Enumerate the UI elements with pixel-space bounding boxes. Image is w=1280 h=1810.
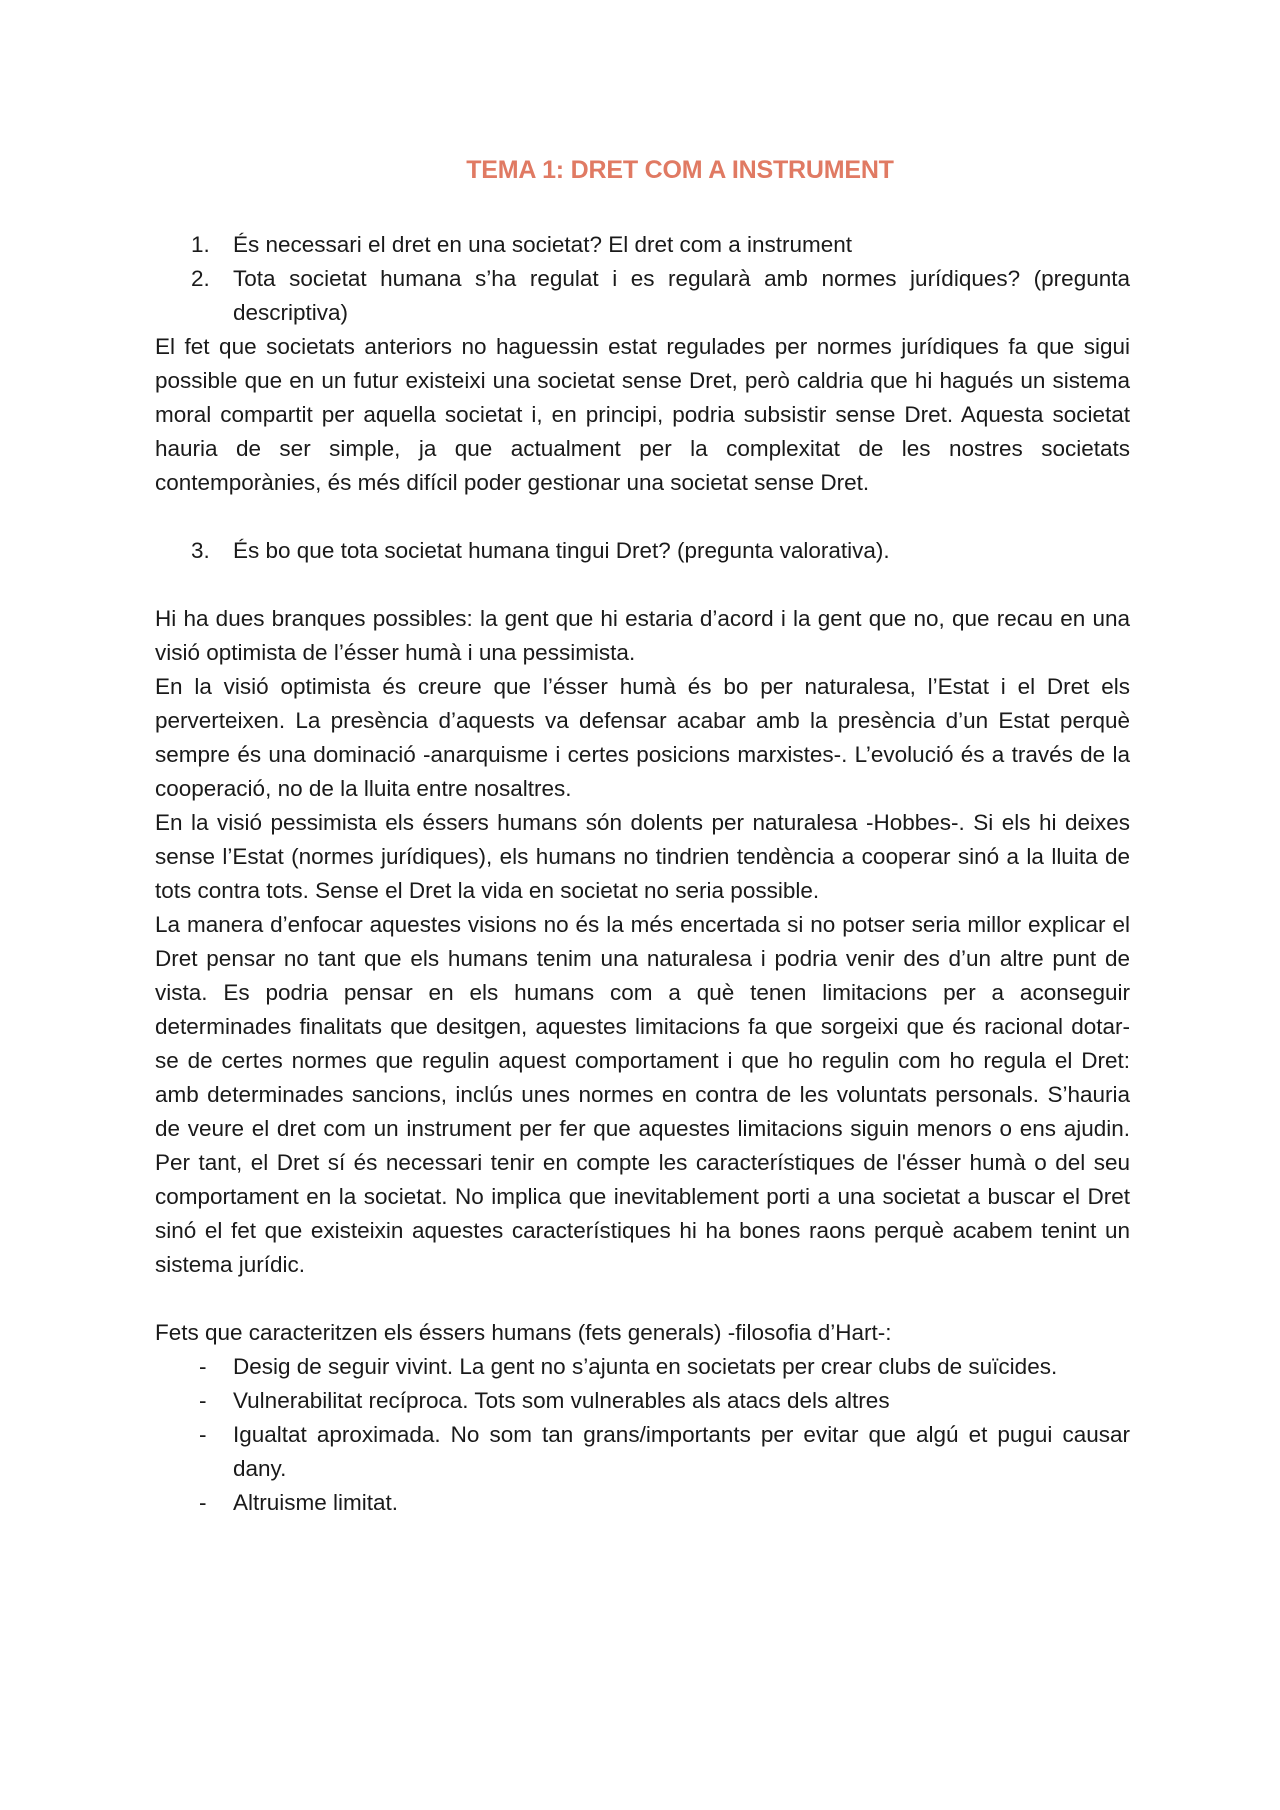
bullet-dash: - [199,1490,207,1515]
question-text: Tota societat humana s’ha regulat i es regularà amb normes jurídiques? (pregunta descriptiva) [233,266,1130,325]
list-item-text: Altruisme limitat. [233,1490,399,1515]
list-item-text: Desig de seguir vivint. La gent no s’ajunta en societats per crear clubs de suïcides. [233,1354,1058,1379]
spacer [155,1282,1130,1316]
document-body [155,228,1130,1520]
question-item-3 [155,534,1130,568]
list-item [155,1350,1130,1384]
list-item [155,1486,1130,1520]
paragraph: En la visió optimista és creure que l’ésser humà és bo per naturalesa, l’Estat i el Dret els perverteixen. La presència d’aquests va defensar acabar amb la presència d’un Estat perquè sempre és una dominació -anarquisme i certes posicions marxistes-. L’evolució és a través de la cooperació, no de la lluita entre nosaltres. [155,674,1130,801]
question-text: És necessari el dret en una societat? El dret com a instrument [233,232,853,257]
paragraph: Fets que caracteritzen els éssers humans (fets generals) -filosofia d’Hart-: [155,1320,892,1345]
paragraph: El fet que societats anteriors no haguessin estat regulades per normes jurídiques fa que sigui possible que en un futur existeixi una societat sense Dret, però caldria que hi hagués un sistema moral compartit per aquella societat i, en principi, podria subsistir sense Dret. Aquesta societat hauria de ser simple, ja que actualment per la complexitat de les nostres societats contemporànies, és més difícil poder gestionar una societat sense Dret. [155,334,1130,495]
bullet-dash: - [199,1354,207,1379]
paragraph: En la visió pessimista els éssers humans són dolents per naturalesa -Hobbes-. Si els hi deixes sense l’Estat (normes jurídiques), els humans no tindrien tendència a cooperar sinó a la lluita de tots contra tots. Sense el Dret la vida en societat no seria possible. [155,810,1130,903]
list-item-text: Igualtat aproximada. No som tan grans/importants per evitar que algú et pugui causar dany. [233,1422,1130,1481]
list-item-text: Vulnerabilitat recíproca. Tots som vulnerables als atacs dels altres [233,1388,890,1413]
bullet-dash: - [199,1422,207,1447]
question-number: 1. [191,232,210,257]
spacer [155,500,1130,534]
paragraph: La manera d’enfocar aquestes visions no és la més encertada si no potser seria millor explicar el Dret pensar no tant que els humans tenim una naturalesa i podria venir des d’un altre punt de vista. Es podria pensar en els humans com a què tenen limitacions per a aconseguir determinades finalitats que desitgen, aquestes limitacions fa que sorgeixi que és racional dotar-se de certes normes que regulin aquest comportament i que ho regulin com ho regula el Dret: amb determinades sancions, inclús unes normes en contra de les voluntats personals. S’hauria de veure el dret com un instrument per fer que aquestes limitacions siguin menors o ens ajudin. Per tant, el Dret sí és necessari tenir en compte les característiques de l'ésser humà o del seu comportament en la societat. No implica que inevitablement porti a una societat a buscar el Dret sinó el fet que existeixin aquestes característiques hi ha bones raons perquè acabem tenint un sistema jurídic. [155,912,1130,1277]
question-number: 3. [191,538,210,563]
paragraph: Hi ha dues branques possibles: la gent que hi estaria d’acord i la gent que no, que recau en una visió optimista de l’ésser humà i una pessimista. [155,606,1130,665]
bullet-dash: - [199,1388,207,1413]
question-number: 2. [191,266,210,291]
list-item [155,1418,1130,1486]
list-item [155,1384,1130,1418]
page-title: TEMA 1: DRET COM A INSTRUMENT [466,156,894,184]
question-item-1 [155,228,1130,262]
spacer [155,568,1130,602]
question-text: És bo que tota societat humana tingui Dret? (pregunta valorativa). [233,538,890,563]
question-item-2 [155,262,1130,330]
